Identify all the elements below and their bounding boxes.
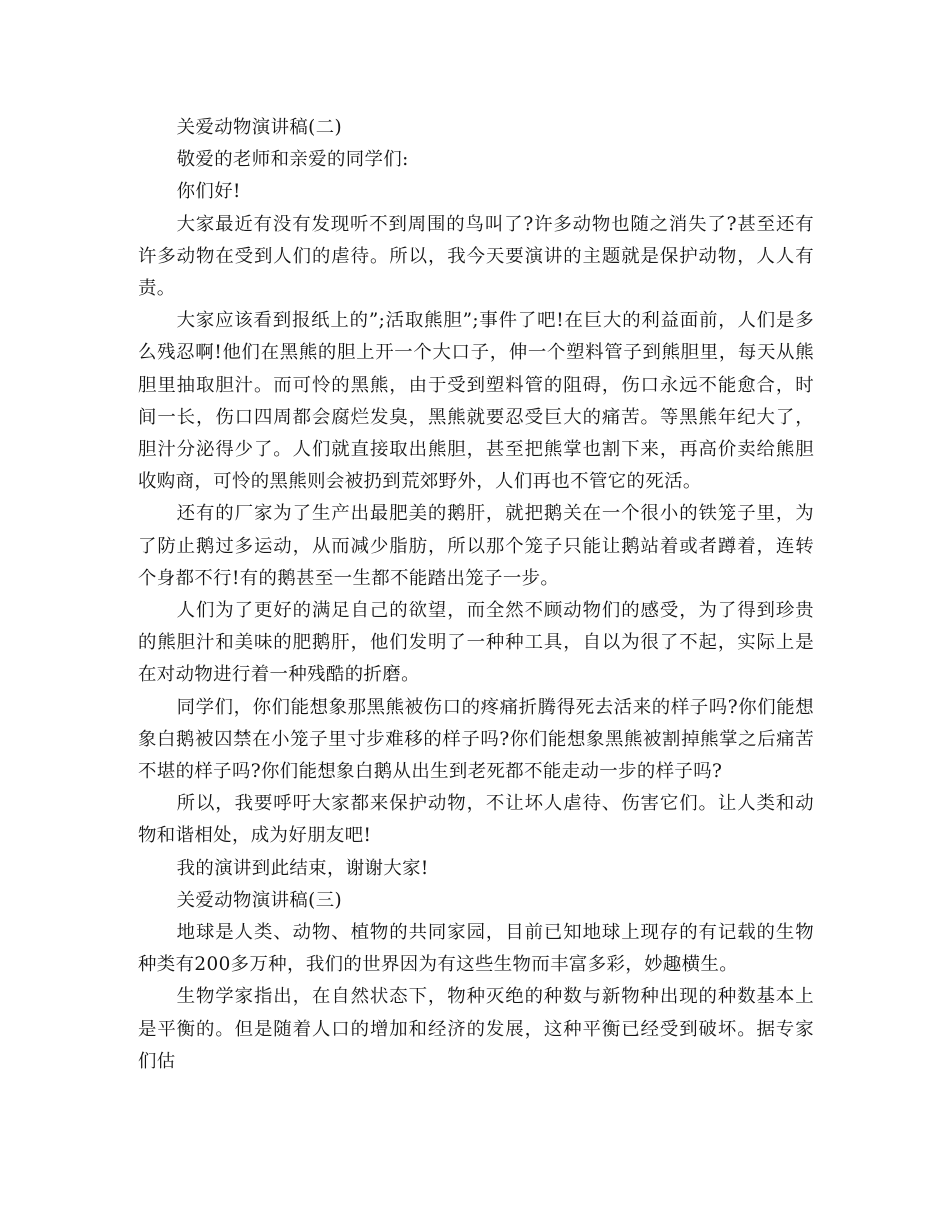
- salutation: 敬爱的老师和亲爱的同学们:: [176, 149, 409, 171]
- body-paragraph: 生物学家指出，在自然状态下，物种灭绝的种数与新物种出现的种数基本上是平衡的。但是随着人口的增加和经济的发展，这种平衡已经受到破坏。据专家们估: [138, 986, 814, 1072]
- section-title-2: 关爱动物演讲稿(二): [176, 117, 343, 138]
- body-paragraph: 同学们，你们能想象那黑熊被伤口的疼痛折腾得死去活来的样子吗?你们能想象白鹅被囚禁在小笼子里寸步难移的样子吗?你们能想象黑熊被割掉熊掌之后痛苦不堪的样子吗?你们能想象白鹅从出生到老死都不能走动一步的样子吗?: [138, 696, 814, 783]
- body-paragraph: 大家应该看到报纸上的”;活取熊胆”;事件了吧!在巨大的利益面前，人们是多么残忍啊!他们在黑熊的胆上开一个大口子，伸一个塑料管子到熊胆里，每天从熊胆里抽取胆汁。而可怜的黑熊，由于受到塑料管的阻碍，伤口永远不能愈合，时间一长，伤口四周都会腐烂发臭，黑熊就要忍受巨大的痛苦。等黑熊年纪大了，胆汁分泌得少了。人们就直接取出熊胆，甚至把熊掌也割下来，再高价卖给熊胆收购商，可怜的黑熊则会被扔到荒郊野外，人们再也不管它的死活。: [138, 310, 814, 493]
- document-body: [138, 112, 814, 1078]
- body-paragraph: 人们为了更好的满足自己的欲望，而全然不顾动物们的感受，为了得到珍贵的熊胆汁和美味的肥鹅肝，他们发明了一种种工具，自以为很了不起，实际上是在对动物进行着一种残酷的折磨。: [138, 600, 814, 686]
- body-paragraph: 所以，我要呼吁大家都来保护动物，不让坏人虐待、伤害它们。让人类和动物和谐相处，成为好朋友吧!: [138, 793, 814, 847]
- greeting: 你们好!: [176, 181, 241, 203]
- body-paragraph: 地球是人类、动物、植物的共同家园，目前已知地球上现存的有记载的生物种类有200多万种，我们的世界因为有这些生物而丰富多彩，妙趣横生。: [138, 922, 814, 976]
- section-title-3: 关爱动物演讲稿(三): [176, 889, 343, 911]
- body-paragraph: 大家最近有没有发现听不到周围的鸟叫了?许多动物也随之消失了?甚至还有许多动物在受到人们的虐待。所以，我今天要演讲的主题就是保护动物，人人有责。: [138, 213, 814, 300]
- closing-line: 我的演讲到此结束，谢谢大家!: [176, 857, 429, 879]
- body-paragraph: 还有的厂家为了生产出最肥美的鹅肝，就把鹅关在一个很小的铁笼子里，为了防止鹅过多运动，从而减少脂肪，所以那个笼子只能让鹅站着或者蹲着，连转个身都不行!有的鹅甚至一生都不能踏出笼子一步。: [138, 503, 814, 589]
